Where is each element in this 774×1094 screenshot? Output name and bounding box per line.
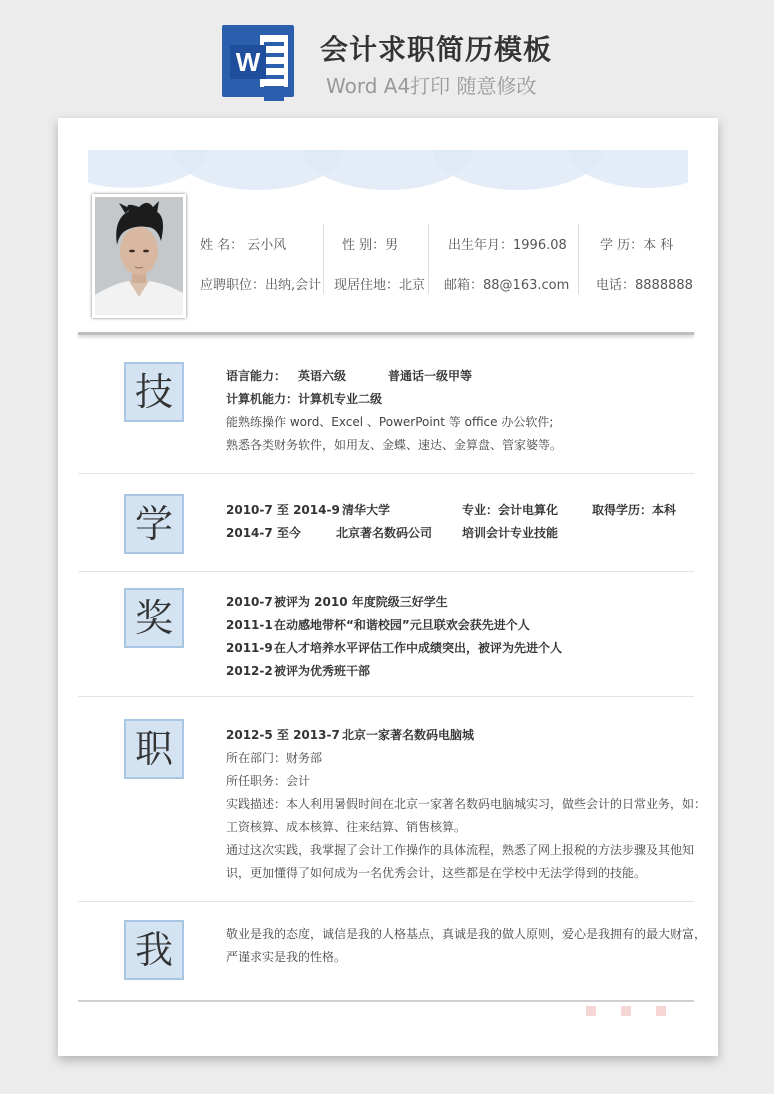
skills-finance: 熟悉各类财务软件，如用友、金蝶、速达、金算盘、管家婆等。 (226, 438, 563, 452)
footer-decoration (656, 1006, 666, 1016)
award-date: 2011-1 (226, 618, 273, 632)
work-dept: 所在部门：财务部 (226, 751, 323, 765)
gender-field: 性 别：男 (342, 238, 399, 253)
work-badge: 职 (124, 719, 184, 779)
award-date: 2012-2 (226, 664, 273, 678)
about-badge: 我 (124, 920, 184, 980)
about-line: 敬业是我的态度，诚信是我的人格基点，真诚是我的做人原则，爱心是我拥有的最大财富， (226, 927, 707, 941)
education-badge: 学 (124, 494, 184, 554)
lang-mandarin: 普通话一级甲等 (388, 369, 473, 383)
work-desc-line: 通过这次实践，我掌握了会计工作操作的具体流程，熟悉了网上报税的方法步骤及其他知 (226, 843, 695, 857)
about-line: 严谨求实是我的性格。 (226, 950, 347, 964)
portrait-image (95, 197, 183, 315)
footer-divider (78, 1000, 694, 1002)
award-date: 2011-9 (226, 641, 273, 655)
award-text: 被评为 2010 年度院级三好学生 (274, 595, 448, 609)
awards-section (78, 572, 694, 697)
edu-org-1: 清华大学 (342, 503, 391, 517)
computer-label: 计算机能力： (226, 392, 299, 406)
phone-field: 电话：8888888 (596, 278, 693, 293)
work-desc-line: 识，更加懂得了如何成为一名优秀会计，这些都是在学校中无法学得到的技能。 (226, 866, 647, 880)
computer-value: 计算机专业二级 (298, 392, 383, 406)
profile-photo (92, 194, 186, 318)
footer-decoration (621, 1006, 631, 1016)
banner-subtitle: Word A4打印 随意修改 (326, 74, 537, 98)
skills-office: 能熟练操作 word、Excel 、PowerPoint 等 office 办公软件; (226, 415, 554, 429)
name-field: 姓 名： 云小风 (200, 238, 287, 253)
word-icon-letter: W (230, 45, 266, 79)
top-banner (0, 0, 774, 110)
award-text: 在人才培养水平评估工作中成绩突出，被评为先进个人 (274, 641, 563, 655)
about-section (78, 902, 707, 1000)
email-field: 邮箱：88@163.com (444, 278, 570, 293)
footer-decoration (586, 1006, 596, 1016)
work-desc-line: 工资核算、成本核算、往来结算、销售核算。 (226, 820, 467, 834)
lang-english: 英语六级 (298, 369, 347, 383)
edu-major: 专业：会计电算化 (462, 503, 559, 517)
work-desc-line: 实践描述：本人利用暑假时间在北京一家著名数码电脑城实习，做些会计的日常业务，如： (226, 797, 707, 811)
award-text: 在动感地带杯“和谐校园”元旦联欢会获先进个人 (274, 618, 530, 632)
skills-badge: 技 (124, 362, 184, 422)
work-date: 2012-5 至 2013-7 (226, 728, 340, 742)
resume-page (58, 118, 718, 1056)
award-date: 2010-7 (226, 595, 273, 609)
education-section (78, 474, 694, 572)
work-role: 所任职务：会计 (226, 774, 311, 788)
lang-label: 语言能力： (226, 369, 287, 383)
info-divider (323, 224, 324, 294)
wave-decoration (88, 150, 688, 200)
position-field: 应聘职位：出纳,会计 (200, 278, 322, 293)
skills-section (78, 336, 694, 474)
work-section (78, 697, 707, 902)
work-company: 北京一家著名数码电脑城 (342, 728, 475, 742)
info-divider (428, 224, 429, 294)
profile-info (198, 224, 698, 310)
header-divider (78, 332, 694, 335)
edu-date-1: 2010-7 至 2014-9 (226, 503, 340, 517)
edu-detail: 培训会计专业技能 (462, 526, 559, 540)
edu-org-2: 北京著名数码公司 (336, 526, 433, 540)
address-field: 现居住地：北京 (334, 278, 426, 293)
awards-badge: 奖 (124, 588, 184, 648)
award-text: 被评为优秀班干部 (274, 664, 371, 678)
word-icon (222, 25, 294, 97)
info-divider (578, 224, 579, 294)
education-field: 学 历：本 科 (600, 238, 674, 253)
edu-date-2: 2014-7 至今 (226, 526, 301, 540)
banner-title: 会计求职简历模板 (320, 33, 553, 66)
edu-degree: 取得学历：本科 (592, 503, 677, 517)
birth-field: 出生年月：1996.08 (448, 238, 567, 253)
